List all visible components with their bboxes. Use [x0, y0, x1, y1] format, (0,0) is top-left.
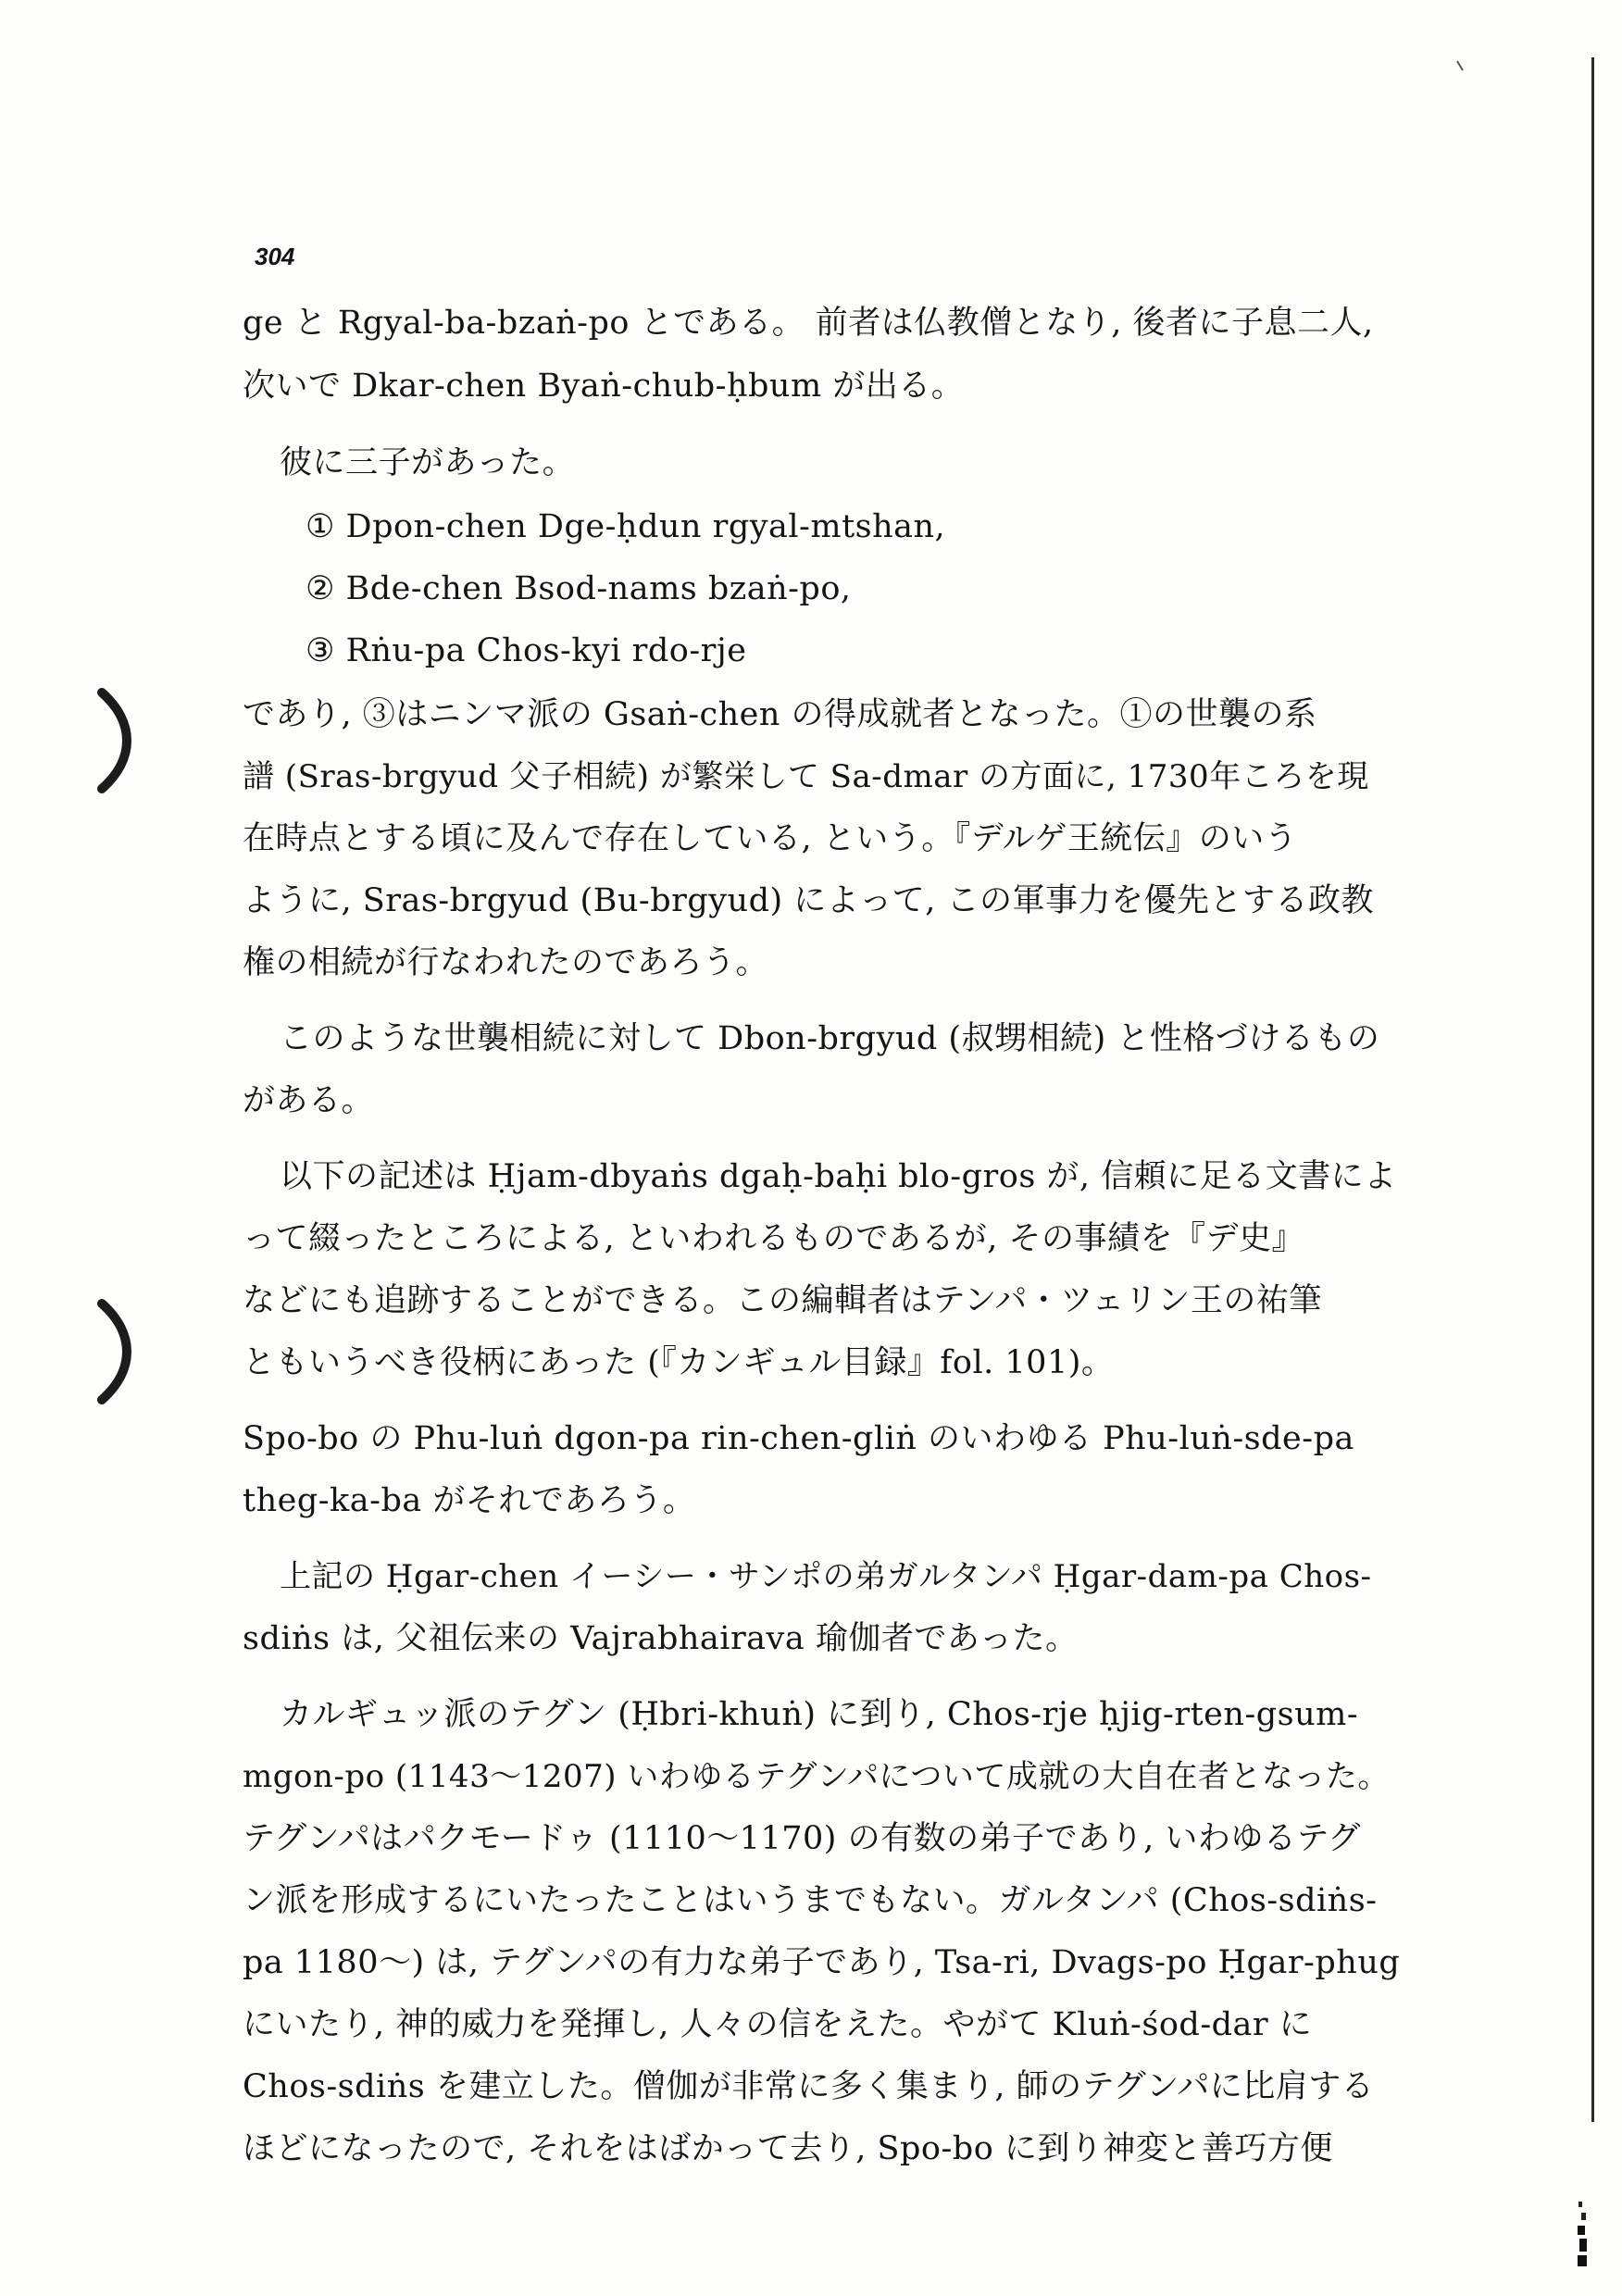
- list-item: ① Dpon-chen Dge-ḥdun rgyal-mtshan,: [306, 508, 946, 545]
- text-line: ge と Rgyal-ba-bzaṅ-po とである。 前者は仏教僧となり, 後者に子息二人,: [243, 305, 1374, 342]
- text-line: sdiṅs は, 父祖伝来の Vajrabhairava 瑜伽者であった。: [243, 1620, 1079, 1657]
- text-line: pa 1180〜) は, テグンパの有力な弟子であり, Tsa-ri, Dvags-po Ḥgar-phug: [243, 1944, 1401, 1981]
- text-line: Chos-sdiṅs を建立した。僧伽が非常に多く集まり, 師のテグンパに比肩する: [243, 2068, 1375, 2105]
- text-line: などにも追跡することができる。この編輯者はテンパ・ツェリン王の祐筆: [243, 1282, 1322, 1319]
- text-line: ン派を形成するにいたったことはいうまでもない。ガルタンパ (Chos-sdiṅs-: [243, 1882, 1378, 1919]
- text-line: ように, Sras-brgyud (Bu-brgyud) によって, この軍事力を優先とする政教: [243, 882, 1375, 919]
- list-item: ③ Rṅu-pa Chos-kyi rdo-rje: [306, 632, 747, 669]
- text-line: であり, ③はニンマ派の Gsaṅ-chen の得成就者となった。①の世襲の系: [243, 696, 1317, 733]
- text-line: テグンパはパクモードゥ (1110〜1170) の有数の弟子であり, いわゆるテグ: [243, 1820, 1361, 1857]
- text-line: 在時点とする頃に及んで存在している, という。『デルゲ王統伝』のいう: [243, 820, 1298, 857]
- text-line: カルギュッ派のテグン (Ḥbri-khuṅ) に到り, Chos-rje ḥjig-rten-gsum-: [280, 1696, 1359, 1733]
- text-line: Spo-bo の Phu-luṅ dgon-pa rin-chen-gliṅ のいわゆる Phu-luṅ-sde-pa: [243, 1420, 1354, 1457]
- text-line: 権の相続が行なわれたのであろう。: [243, 944, 769, 981]
- text-line: ともいうべき役柄にあった (『カンギュル目録』fol. 101)。: [243, 1344, 1115, 1381]
- text-line: 譜 (Sras-brgyud 父子相続) が繁栄して Sa-dmar の方面に, 1730年ころを現: [243, 758, 1369, 795]
- text-line: にいたり, 神的威力を発揮し, 人々の信をえた。やがて Kluṅ-śod-dar に: [243, 2006, 1313, 2043]
- scan-speck: [1455, 57, 1465, 69]
- text-line: がある。: [243, 1082, 375, 1119]
- right-margin-rule: [1591, 57, 1594, 2122]
- binding-stitch-marks: [1576, 2202, 1589, 2268]
- text-line: ほどになったので, それをはばかって去り, Spo-bo に到り神変と善巧方便: [243, 2130, 1333, 2167]
- text-line: mgon-po (1143〜1207) いわゆるテグンパについて成就の大自在者となった。: [243, 1758, 1390, 1795]
- text-line: 次いで Dkar-chen Byaṅ-chub-ḥbum が出る。: [243, 368, 965, 405]
- text-line: 以下の記述は Ḥjam-dbyaṅs dgaḥ-baḥi blo-gros が, 信頼に足る文書によ: [280, 1158, 1397, 1195]
- text-line: って綴ったところによる, といわれるものであるが, その事績を『デ史』: [243, 1220, 1305, 1257]
- text-line: theg-ka-ba がそれであろう。: [243, 1482, 696, 1519]
- list-item: ② Bde-chen Bsod-nams bzaṅ-po,: [306, 570, 852, 607]
- text-line: 上記の Ḥgar-chen イーシー・サンポの弟ガルタンパ Ḥgar-dam-pa Chos-: [280, 1558, 1372, 1595]
- binding-shadow-mark: [89, 685, 144, 796]
- page-number: 304: [255, 243, 295, 270]
- text-line: このような世襲相続に対して Dbon-brgyud (叔甥相続) と性格づけるもの: [280, 1020, 1380, 1057]
- text-line: 彼に三子があった。: [280, 444, 576, 481]
- binding-shadow-mark: [89, 1296, 144, 1407]
